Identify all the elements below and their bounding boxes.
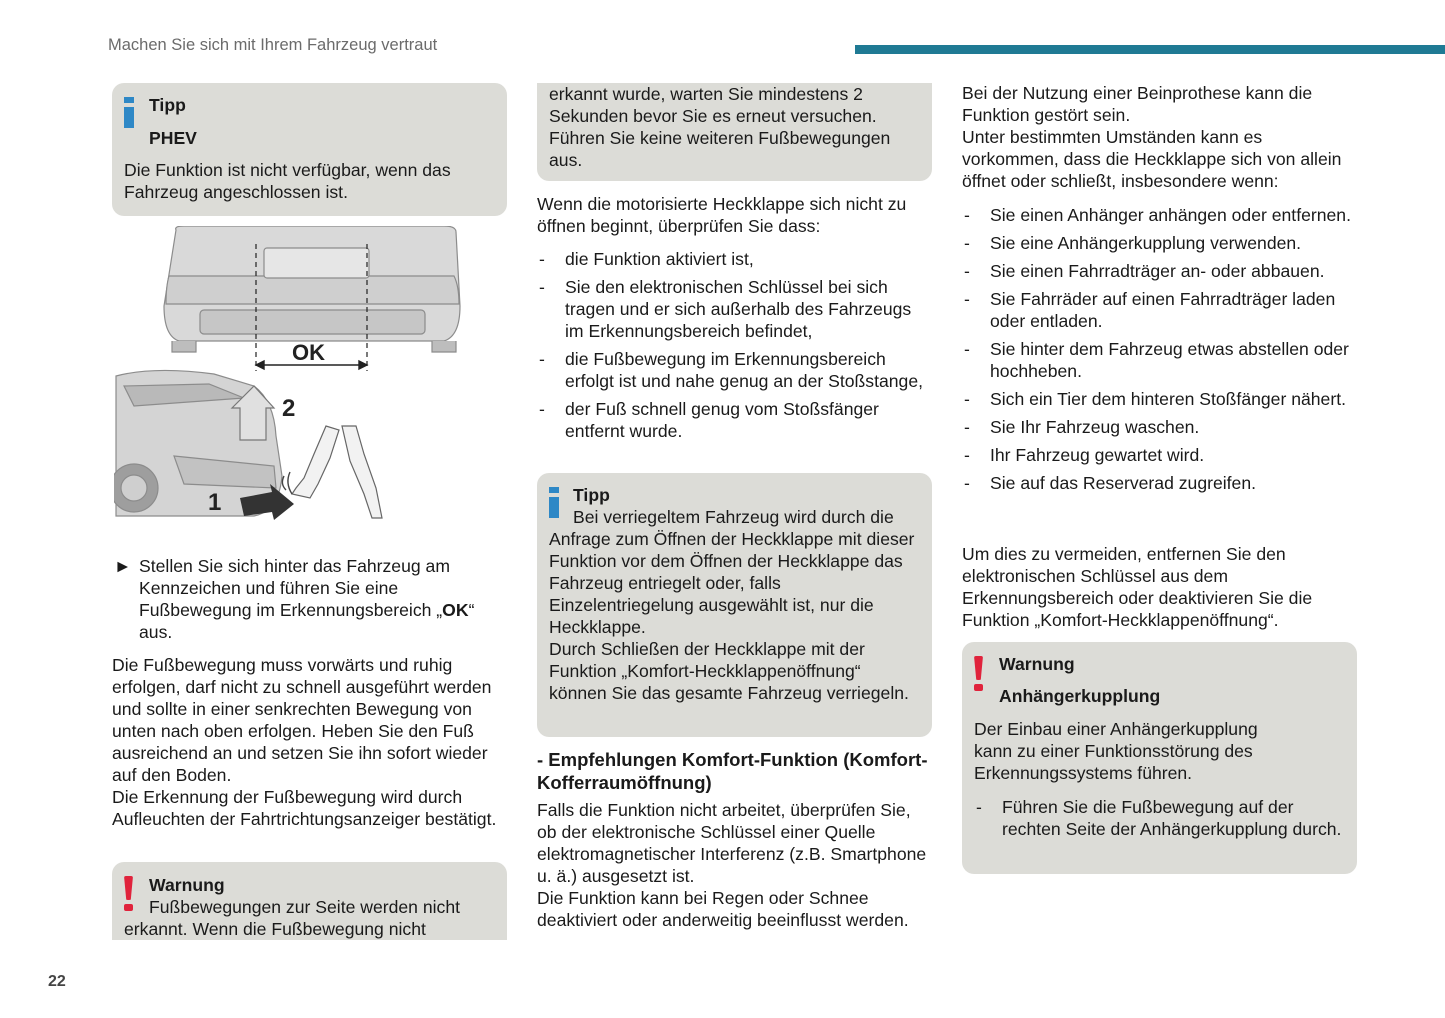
warning-box-side-gesture: [112, 862, 507, 940]
list-item: - Führen Sie die Fußbewegung auf der rechten Seite der Anhängerkupplung durch.: [974, 796, 1344, 840]
warning-list: [974, 796, 1344, 846]
instruction-step: [114, 555, 504, 643]
tip-box-locking: [537, 473, 932, 737]
tip-box-phev: [112, 83, 507, 216]
step-text: Stellen Sie sich hinter das Fahrzeug am Kennzeichen und führen Sie eine Fußbewegung im Erkennungsbereich „OK“ aus.: [139, 556, 475, 642]
car-rear-view: [164, 226, 460, 352]
tip-text: Bei verriegeltem Fahrzeug wird durch die Anfrage zum Öffnen der Heckklappe mit dieser Funktion vor dem Öffnen der Heckklappe das Fahrzeug entriegelt oder, falls Einzelentriegelung ausgewählt ist, nur die Heckklappe.: [549, 507, 915, 637]
confirmation-paragraph: Die Erkennung der Fußbewegung wird durch Aufleuchten der Fahrtrichtungsanzeiger bestätigt.: [112, 787, 497, 829]
list-item: - Sich ein Tier dem hinteren Stoßfänger nähert.: [962, 388, 1357, 410]
warning-continued-text: erkannt wurde, warten Sie mindestens 2 Sekunden bevor Sie es erneut versuchen. Führen Sie keine weiteren Fußbewegungen aus.: [549, 84, 891, 170]
foot-gesture-illustration: [114, 226, 499, 526]
list-item: - Sie einen Fahrradträger an- oder abbauen.: [962, 260, 1357, 282]
warning-box-continued: [537, 83, 932, 181]
zone-label-ok: OK: [292, 340, 325, 365]
interference-paragraph: Falls die Funktion nicht arbeitet, überprüfen Sie, ob der elektronische Schlüssel einer Quelle elektromagnetischer Interferenz (z.B. Smartphone u. ä.) ausgesetzt ist.: [537, 800, 927, 886]
list-item: - Sie den elektronischen Schlüssel bei sich tragen und er sich außerhalb des Fahrzeugs im Erkennungsbereich befindet,: [537, 276, 932, 342]
page-header-title: Machen Sie sich mit Ihrem Fahrzeug vertraut: [108, 36, 438, 54]
tip-label: Tipp: [573, 485, 610, 505]
prevention-paragraph: Um dies zu vermeiden, entfernen Sie den elektronischen Schlüssel aus dem Erkennungsbereich oder deaktivieren Sie die Funktion „Komfort-Heckklappenöffnung“.: [962, 544, 1313, 630]
tip-text-locking: Durch Schließen der Heckklappe mit der Funktion „Komfort-Heckklappenöffnung“ können Sie das gesamte Fahrzeug verriegeln.: [549, 639, 909, 703]
check-intro: Wenn die motorisierte Heckklappe sich nicht zu öffnen beginnt, überprüfen Sie dass:: [537, 194, 907, 236]
list-item: - Sie eine Anhängerkupplung verwenden.: [962, 232, 1357, 254]
warning-label: Warnung: [999, 654, 1075, 674]
list-item: - Ihr Fahrzeug gewartet wird.: [962, 444, 1357, 466]
list-item: - der Fuß schnell genug vom Stoßsfänger entfernt wurde.: [537, 398, 932, 442]
step-marker: ►: [114, 556, 132, 576]
header-accent-bar: [855, 45, 1445, 54]
list-item: - Sie hinter dem Fahrzeug etwas abstellen oder hochheben.: [962, 338, 1357, 382]
warning-text: Fußbewegungen zur Seite werden nicht erkannt. Wenn die Fußbewegung nicht: [124, 897, 461, 939]
list-item: - die Fußbewegung im Erkennungsbereich erfolgt ist und nahe genug an der Stoßstange,: [537, 348, 932, 392]
list-item: - die Funktion aktiviert ist,: [537, 248, 932, 270]
leg-icon: [292, 426, 382, 518]
list-item: - Sie einen Anhänger anhängen oder entfernen.: [962, 204, 1357, 226]
prosthesis-paragraph: Bei der Nutzung einer Beinprothese kann die Funktion gestört sein.: [962, 83, 1313, 125]
situations-list: [962, 204, 1357, 500]
tip-text: Die Funktion ist nicht verfügbar, wenn das Fahrzeug angeschlossen ist.: [124, 160, 451, 202]
warning-text: Der Einbau einer Anhängerkupplung kann zu einer Funktionsstörung des Erkennungssystems führen.: [974, 719, 1258, 783]
weather-paragraph: Die Funktion kann bei Regen oder Schnee deaktiviert oder anderweitig beeinflusst werden.: [537, 888, 909, 930]
page-number: 22: [48, 973, 66, 990]
warning-subtitle: Anhängerkupplung: [999, 686, 1161, 706]
step-label-2: 2: [282, 395, 296, 422]
kick-waves-icon: [282, 472, 292, 494]
section-heading: - Empfehlungen Komfort-Funktion (Komfort-Kofferraumöffnung): [537, 749, 928, 793]
check-list: [537, 248, 932, 448]
step-label-1: 1: [208, 489, 222, 516]
list-item: - Sie Fahrräder auf einen Fahrradträger laden oder entladen.: [962, 288, 1357, 332]
gesture-paragraph: Die Fußbewegung muss vorwärts und ruhig erfolgen, darf nicht zu schnell ausgeführt werden und sollte in einer senkrechten Bewegung von unten nach oben erfolgen. Heben Sie den Fuß ausreichend an und setzen Sie ihn sofort wieder auf den Boden.: [112, 655, 492, 785]
tip-label: Tipp: [149, 95, 186, 115]
auto-open-paragraph: Unter bestimmten Umständen kann es vorkommen, dass die Heckklappe sich von allein öffnet oder schließt, insbesondere wenn:: [962, 127, 1342, 191]
warning-label: Warnung: [149, 875, 225, 895]
list-item: - Sie Ihr Fahrzeug waschen.: [962, 416, 1357, 438]
warning-box-towbar: [962, 642, 1357, 874]
tip-subtitle: PHEV: [149, 128, 197, 148]
list-item: - Sie auf das Reserverad zugreifen.: [962, 472, 1357, 494]
